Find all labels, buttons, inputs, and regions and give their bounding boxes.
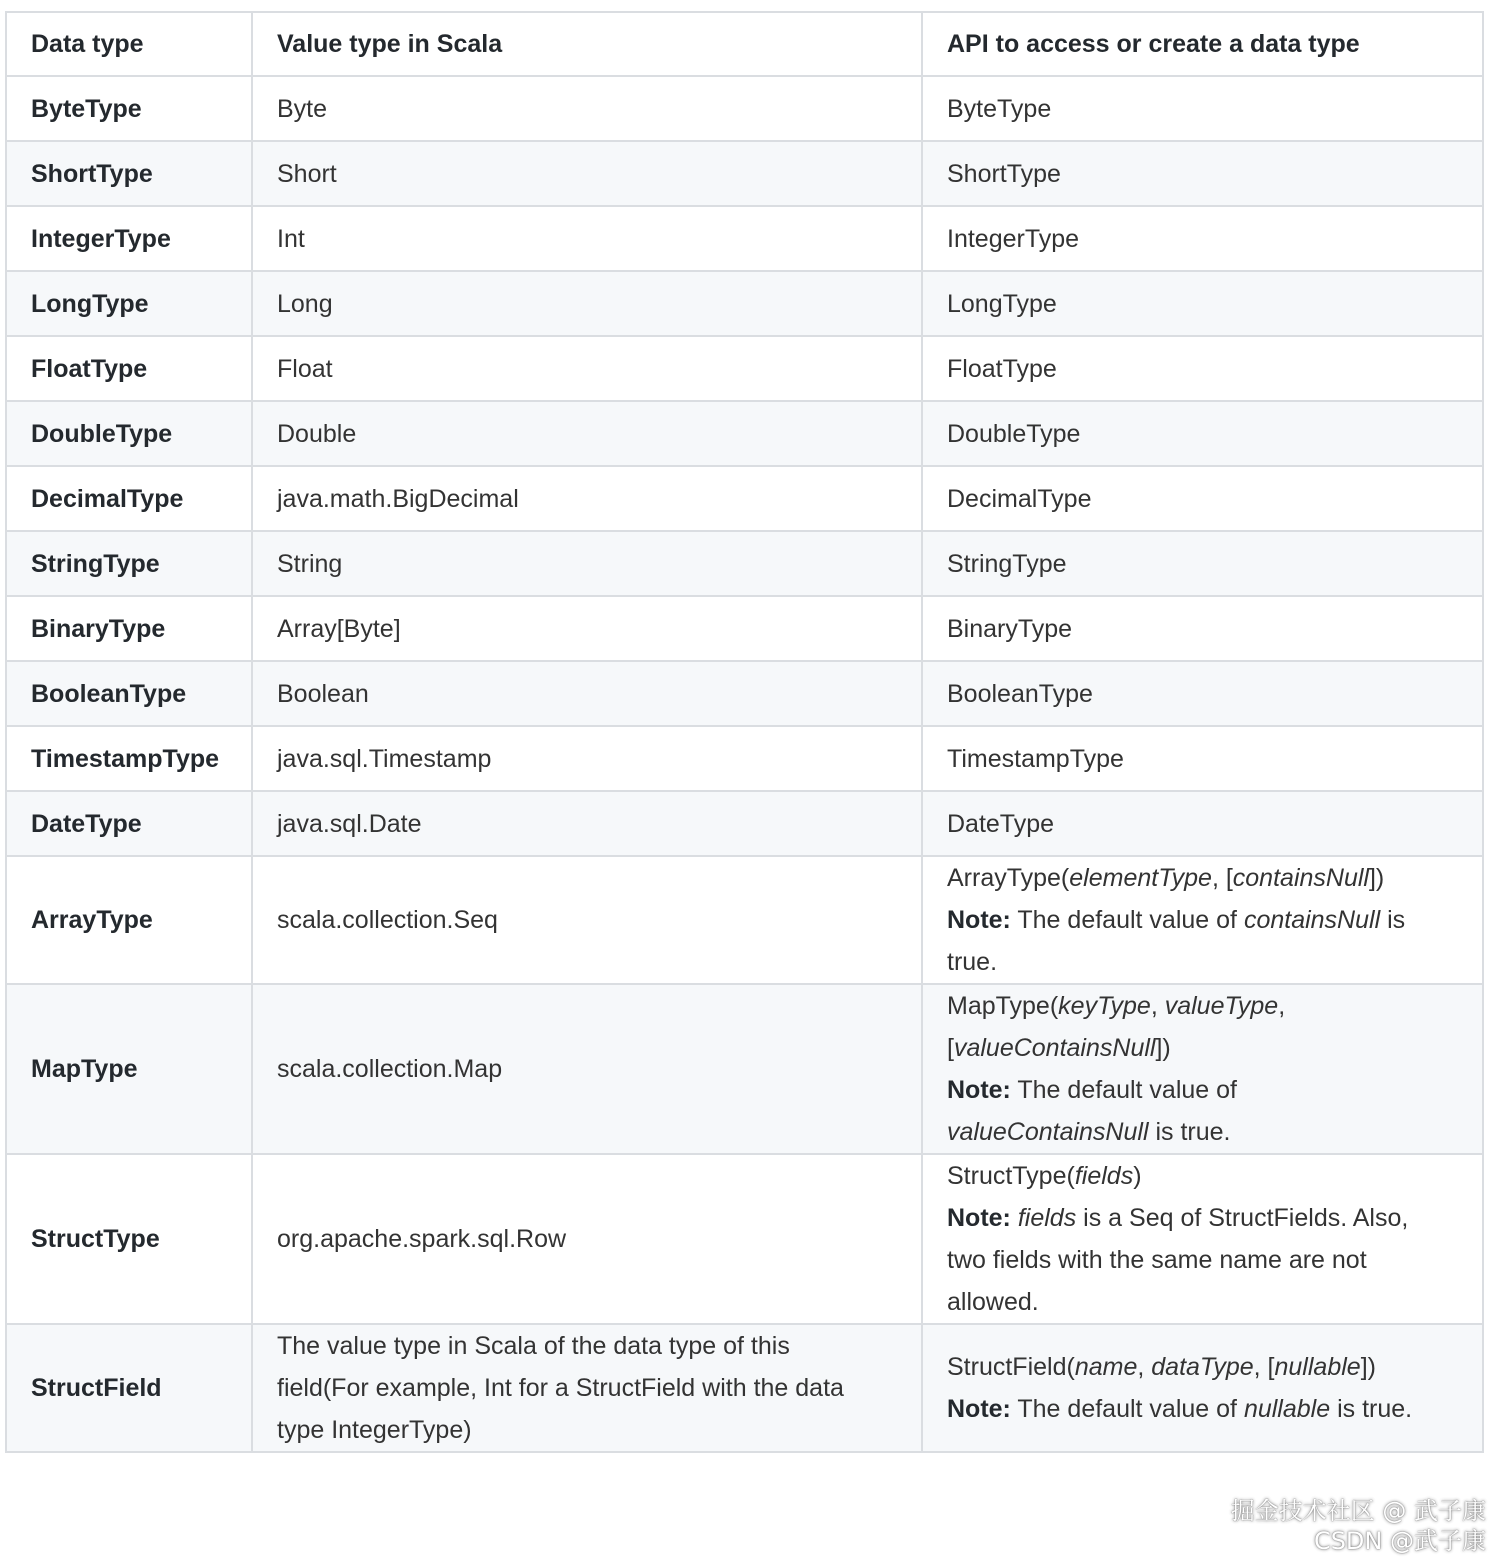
table-row <box>6 206 1483 271</box>
text-segment: StructField( <box>947 1353 1075 1381</box>
parameter-name: fields <box>1074 1162 1134 1190</box>
text-segment: ]) <box>1360 1353 1376 1381</box>
cell-data-type: TimestampType <box>6 726 252 791</box>
parameter-name: valueContainsNull <box>953 1034 1156 1062</box>
text-segment: StructType( <box>947 1162 1075 1190</box>
cell-data-type: IntegerType <box>6 206 252 271</box>
text-segment: , <box>1137 1353 1152 1381</box>
table-row <box>6 791 1483 856</box>
header-value-type: Value type in Scala <box>252 12 922 76</box>
cell-value-type: java.math.BigDecimal <box>252 466 922 531</box>
data-types-table <box>5 11 1484 1453</box>
cell-value-type: Byte <box>252 76 922 141</box>
note-label: Note: <box>947 906 1011 934</box>
table-row <box>6 856 1483 984</box>
cell-api: DoubleType <box>922 401 1483 466</box>
header-data-type: Data type <box>6 12 252 76</box>
cell-line: The value type in Scala of the data type of this <box>277 1332 790 1360</box>
watermark <box>1231 1496 1486 1556</box>
cell-line <box>947 857 1458 899</box>
cell-api: LongType <box>922 271 1483 336</box>
table-row <box>6 271 1483 336</box>
table-header <box>6 12 1483 76</box>
parameter-name: fields <box>1017 1204 1077 1232</box>
header-api: API to access or create a data type <box>922 12 1483 76</box>
cell-value-type: Double <box>252 401 922 466</box>
cell-api: DateType <box>922 791 1483 856</box>
text-segment: two fields with the same name are not <box>947 1246 1367 1274</box>
text-segment: The default value of <box>1010 1076 1237 1104</box>
cell-line <box>947 1239 1458 1281</box>
cell-line <box>947 941 1458 983</box>
cell-line <box>947 899 1458 941</box>
table-row <box>6 76 1483 141</box>
cell-line <box>947 1281 1458 1323</box>
cell-value-type: java.sql.Timestamp <box>252 726 922 791</box>
cell-api <box>922 1154 1483 1324</box>
cell-data-type: FloatType <box>6 336 252 401</box>
parameter-name: containsNull <box>1232 864 1369 892</box>
table-row <box>6 726 1483 791</box>
cell-data-type: ShortType <box>6 141 252 206</box>
note-label: Note: <box>947 1076 1011 1104</box>
text-segment: The default value of <box>1010 1395 1244 1423</box>
table-row <box>6 466 1483 531</box>
text-segment: ArrayType( <box>947 864 1070 892</box>
cell-api: ShortType <box>922 141 1483 206</box>
cell-line <box>947 1346 1458 1388</box>
cell-value-type: scala.collection.Map <box>252 984 922 1154</box>
cell-api: BooleanType <box>922 661 1483 726</box>
parameter-name: keyType <box>1058 992 1151 1020</box>
cell-value-type: Int <box>252 206 922 271</box>
parameter-name: name <box>1074 1353 1138 1381</box>
table-row <box>6 661 1483 726</box>
table-row <box>6 984 1483 1154</box>
cell-line <box>947 1197 1458 1239</box>
cell-value-type: Boolean <box>252 661 922 726</box>
cell-value-type: Short <box>252 141 922 206</box>
cell-data-type: DateType <box>6 791 252 856</box>
text-segment: true. <box>947 948 998 976</box>
table-body <box>6 76 1483 1452</box>
header-row <box>6 12 1483 76</box>
cell-data-type: StringType <box>6 531 252 596</box>
cell-line <box>947 1027 1458 1069</box>
cell-data-type: MapType <box>6 984 252 1154</box>
text-segment: MapType( <box>947 992 1059 1020</box>
text-segment: ) <box>1133 1162 1142 1190</box>
parameter-name: valueContainsNull <box>947 1118 1149 1146</box>
cell-data-type: StructType <box>6 1154 252 1324</box>
text-segment: The default value of <box>1010 906 1244 934</box>
cell-line: type IntegerType) <box>277 1416 472 1444</box>
table-row <box>6 596 1483 661</box>
cell-data-type: ArrayType <box>6 856 252 984</box>
table-row <box>6 401 1483 466</box>
cell-value-type: String <box>252 531 922 596</box>
parameter-name: nullable <box>1243 1395 1331 1423</box>
text-segment: allowed. <box>947 1288 1039 1316</box>
cell-value-type: Float <box>252 336 922 401</box>
table-row <box>6 141 1483 206</box>
text-segment: , <box>1150 992 1165 1020</box>
parameter-name: nullable <box>1274 1353 1361 1381</box>
text-segment: , <box>1278 992 1286 1020</box>
note-label: Note: <box>947 1204 1011 1232</box>
cell-api: BinaryType <box>922 596 1483 661</box>
cell-data-type: DoubleType <box>6 401 252 466</box>
text-segment: is true. <box>1330 1395 1413 1423</box>
cell-value-type <box>252 1324 922 1452</box>
cell-api: IntegerType <box>922 206 1483 271</box>
cell-data-type: StructField <box>6 1324 252 1452</box>
cell-line <box>947 1155 1458 1197</box>
text-segment: , [ <box>1211 864 1233 892</box>
text-segment: , [ <box>1253 1353 1275 1381</box>
cell-data-type: BinaryType <box>6 596 252 661</box>
cell-api: FloatType <box>922 336 1483 401</box>
cell-api: ByteType <box>922 76 1483 141</box>
text-segment: ]) <box>1155 1034 1171 1062</box>
cell-line <box>947 1069 1458 1111</box>
text-segment: is a Seq of StructFields. Also, <box>1076 1204 1409 1232</box>
cell-data-type: DecimalType <box>6 466 252 531</box>
cell-value-type: Array[Byte] <box>252 596 922 661</box>
cell-api <box>922 1324 1483 1452</box>
table-row <box>6 531 1483 596</box>
cell-api: DecimalType <box>922 466 1483 531</box>
text-segment <box>1011 1204 1018 1232</box>
cell-api <box>922 856 1483 984</box>
cell-data-type: ByteType <box>6 76 252 141</box>
parameter-name: containsNull <box>1243 906 1381 934</box>
cell-data-type: BooleanType <box>6 661 252 726</box>
cell-data-type: LongType <box>6 271 252 336</box>
cell-line <box>947 1388 1458 1430</box>
table-row <box>6 1154 1483 1324</box>
cell-value-type: org.apache.spark.sql.Row <box>252 1154 922 1324</box>
watermark-line-2: CSDN @武子康 <box>1313 1527 1486 1555</box>
cell-api: StringType <box>922 531 1483 596</box>
text-segment: ]) <box>1368 864 1385 892</box>
cell-line <box>947 985 1458 1027</box>
cell-value-type: Long <box>252 271 922 336</box>
text-segment: is <box>1380 906 1406 934</box>
cell-value-type: java.sql.Date <box>252 791 922 856</box>
text-segment: [ <box>947 1034 954 1062</box>
watermark-line-1: 掘金技术社区 @ 武子康 <box>1230 1497 1486 1525</box>
cell-line <box>947 1111 1458 1153</box>
table-row <box>6 1324 1483 1452</box>
cell-value-type: scala.collection.Seq <box>252 856 922 984</box>
cell-api <box>922 984 1483 1154</box>
parameter-name: valueType <box>1164 992 1279 1020</box>
cell-api: TimestampType <box>922 726 1483 791</box>
cell-line: field(For example, Int for a StructField with the data <box>277 1374 844 1402</box>
parameter-name: elementType <box>1069 864 1212 892</box>
text-segment: is true. <box>1148 1118 1231 1146</box>
parameter-name: dataType <box>1151 1353 1254 1381</box>
note-label: Note: <box>947 1395 1011 1423</box>
table-row <box>6 336 1483 401</box>
